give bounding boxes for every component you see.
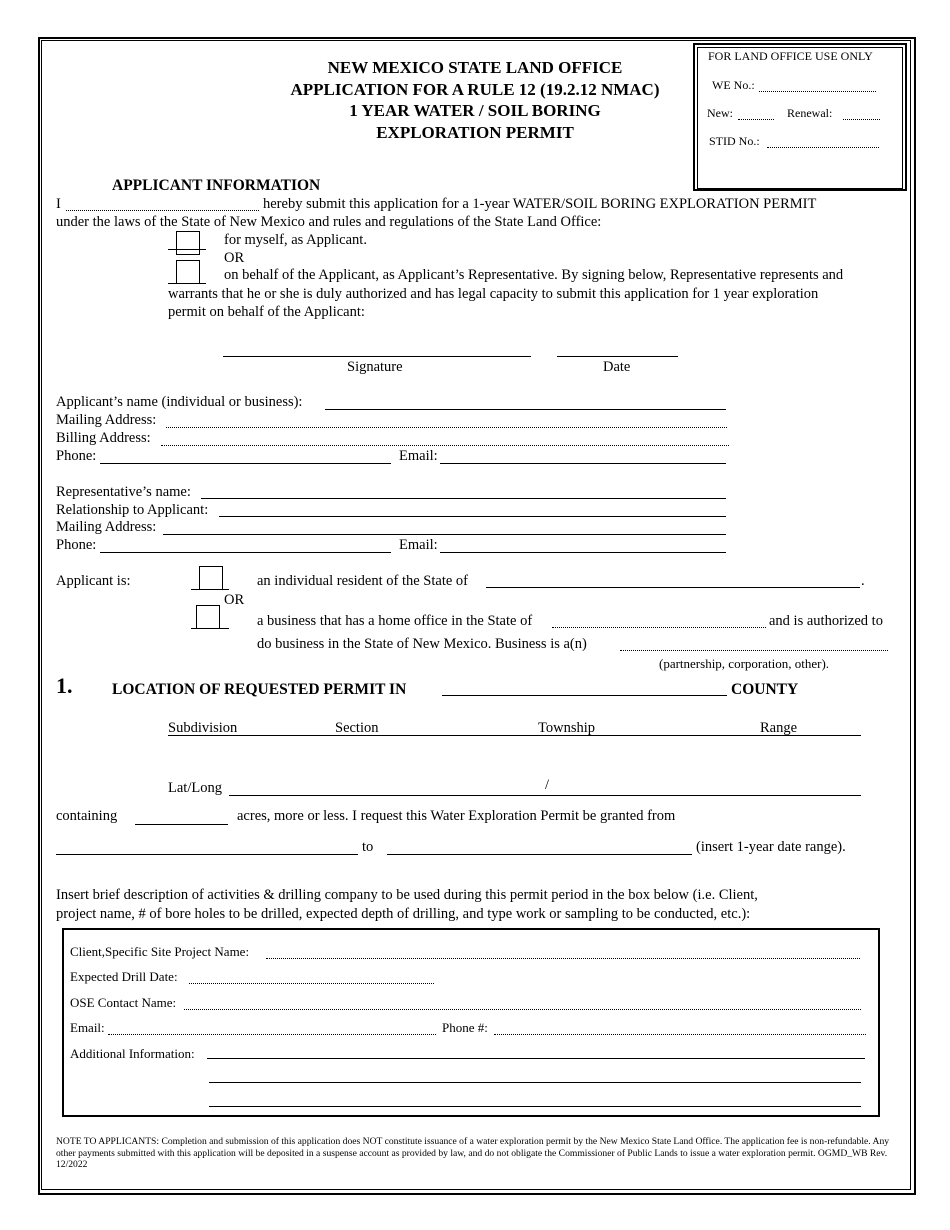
office-use-title: FOR LAND OFFICE USE ONLY [708,49,873,63]
rep-phone-label: Phone: [56,537,97,553]
description-intro-line2: project name, # of bore holes to be drilled, expected depth of drilling, and type work or sampling to be conducted, etc.): [56,906,751,922]
desc-phone-label: Phone #: [442,1020,488,1035]
individual-resident-label: an individual resident of the State of [257,573,469,589]
rep-email-label: Email: [399,537,438,553]
representative-checkbox[interactable] [176,260,200,284]
home-office-state-field[interactable] [552,627,766,628]
form-title [240,57,710,143]
individual-resident-checkbox[interactable] [199,566,223,590]
desc-email-label: Email: [70,1020,105,1035]
applicant-billing-field[interactable] [161,445,729,446]
title-line-2: APPLICATION FOR A RULE 12 (19.2.12 NMAC) [290,79,660,99]
section-1-heading: LOCATION OF REQUESTED PERMIT IN [112,681,407,698]
applicant-phone-field[interactable] [100,463,391,464]
acres-field[interactable] [135,824,228,825]
rep-name-label: Representative’s name: [56,484,191,500]
applicant-mailing-field[interactable] [166,427,727,428]
signature-field[interactable] [223,356,531,357]
township-label: Township [538,720,595,736]
rep-relationship-label: Relationship to Applicant: [56,502,209,518]
additional-info-line-1[interactable] [207,1058,865,1059]
client-field[interactable] [266,958,860,959]
title-line-1: NEW MEXICO STATE LAND OFFICE [327,58,623,77]
renewal-field[interactable] [843,119,880,120]
applicant-name-intro-field[interactable] [66,210,259,211]
containing-label: containing [56,808,118,824]
option-rep-line3: permit on behalf of the Applicant: [168,304,365,320]
applicant-billing-label: Billing Address: [56,430,151,446]
business-label: a business that has a home office in the State of [257,613,533,629]
drill-date-label: Expected Drill Date: [70,969,178,984]
date-field[interactable] [557,356,678,357]
desc-phone-field[interactable] [494,1034,866,1035]
business-checkbox-underline [191,628,229,629]
applicant-phone-label: Phone: [56,448,97,464]
applicant-is-label: Applicant is: [56,573,131,589]
resident-state-field[interactable] [486,587,860,588]
date-from-field[interactable] [56,854,358,855]
new-label: New: [707,106,733,120]
latlong-label: Lat/Long [168,780,222,796]
business-line2: do business in the State of New Mexico. Business is a(n) [257,636,587,652]
option-rep-line2: warrants that he or she is duly authorized and has legal capacity to submit this application for 1 year exploration [168,286,819,302]
additional-info-label: Additional Information: [70,1046,195,1061]
subdivision-label: Subdivision [168,720,238,736]
latlong-field[interactable] [229,795,861,796]
date-to-field[interactable] [387,854,692,855]
county-field[interactable] [442,695,727,696]
latlong-slash: / [545,777,550,793]
applicant-name-label: Applicant’s name (individual or business): [56,394,303,410]
self-checkbox-underline [168,249,206,250]
location-fields-line[interactable] [168,735,861,736]
signature-label: Signature [347,359,403,375]
ose-contact-label: OSE Contact Name: [70,995,177,1010]
option-rep-line1: on behalf of the Applicant, as Applicant’s Representative. By signing below, Representative represents and [224,267,844,283]
intro-text: hereby submit this application for a 1-year WATER/SOIL BORING EXPLORATION PERMIT [263,196,817,212]
acres-text: acres, more or less. I request this Water Exploration Permit be granted from [237,808,676,824]
resident-period: . [861,573,865,589]
section-1-number: 1. [56,673,73,698]
applicant-info-heading: APPLICANT INFORMATION [112,177,321,194]
option-self-label: for myself, as Applicant. [224,232,367,248]
business-types-hint: (partnership, corporation, other). [659,656,830,671]
we-no-label: WE No.: [712,78,755,92]
client-label: Client,Specific Site Project Name: [70,944,250,959]
title-line-3: 1 YEAR WATER / SOIL BORING [349,101,601,120]
rep-phone-field[interactable] [100,552,391,553]
business-authorized-label: and is authorized to [769,613,883,629]
self-applicant-checkbox[interactable] [176,231,200,255]
stid-no-label: STID No.: [709,134,760,148]
business-type-field[interactable] [620,650,888,651]
ose-contact-field[interactable] [184,1009,861,1010]
county-label: COUNTY [731,681,799,698]
or-label-1: OR [224,250,245,266]
new-field[interactable] [738,119,774,120]
note-to-applicants: NOTE TO APPLICANTS: Completion and submission of this application does NOT constitute issuance of a water exploration permit by the New Mexico State Land Office. The application fee is non-refundable. Any other payments submitted with this application will be deposited in a suspense account as provided by law, and do not obligate the Commissioner of Public Lands to issue a water exploration permit. OGMD_WB Rev. 12/2022 [56,1136,890,1170]
renewal-label: Renewal: [787,106,833,120]
we-no-field[interactable] [759,91,876,92]
additional-info-line-3[interactable] [209,1106,861,1107]
rep-email-field[interactable] [440,552,726,553]
date-label: Date [603,359,631,375]
or-label-2: OR [224,592,245,608]
rep-mailing-field[interactable] [163,534,726,535]
rep-relationship-field[interactable] [219,516,726,517]
individual-checkbox-underline [191,589,229,590]
additional-info-line-2[interactable] [209,1082,861,1083]
section-label: Section [335,720,379,736]
drill-date-field[interactable] [189,983,434,984]
rep-name-field[interactable] [201,498,726,499]
applicant-mailing-label: Mailing Address: [56,412,157,428]
stid-no-field[interactable] [767,147,879,148]
intro-text-line2: under the laws of the State of New Mexico and rules and regulations of the State Land Office: [56,214,602,230]
intro-i: I [56,196,61,212]
applicant-email-field[interactable] [440,463,726,464]
to-label: to [362,839,374,855]
date-range-hint: (insert 1-year date range). [696,839,846,855]
business-checkbox[interactable] [196,605,220,629]
rep-checkbox-underline [168,283,206,284]
title-line-4: EXPLORATION PERMIT [376,122,574,142]
range-label: Range [760,720,798,736]
desc-email-field[interactable] [108,1034,436,1035]
applicant-email-label: Email: [399,448,438,464]
rep-mailing-label: Mailing Address: [56,519,157,535]
office-use-box [697,47,903,189]
description-intro-line1: Insert brief description of activities & drilling company to be used during this permit period in the box below (i.e. Client, [56,887,758,903]
applicant-name-field[interactable] [325,409,726,410]
